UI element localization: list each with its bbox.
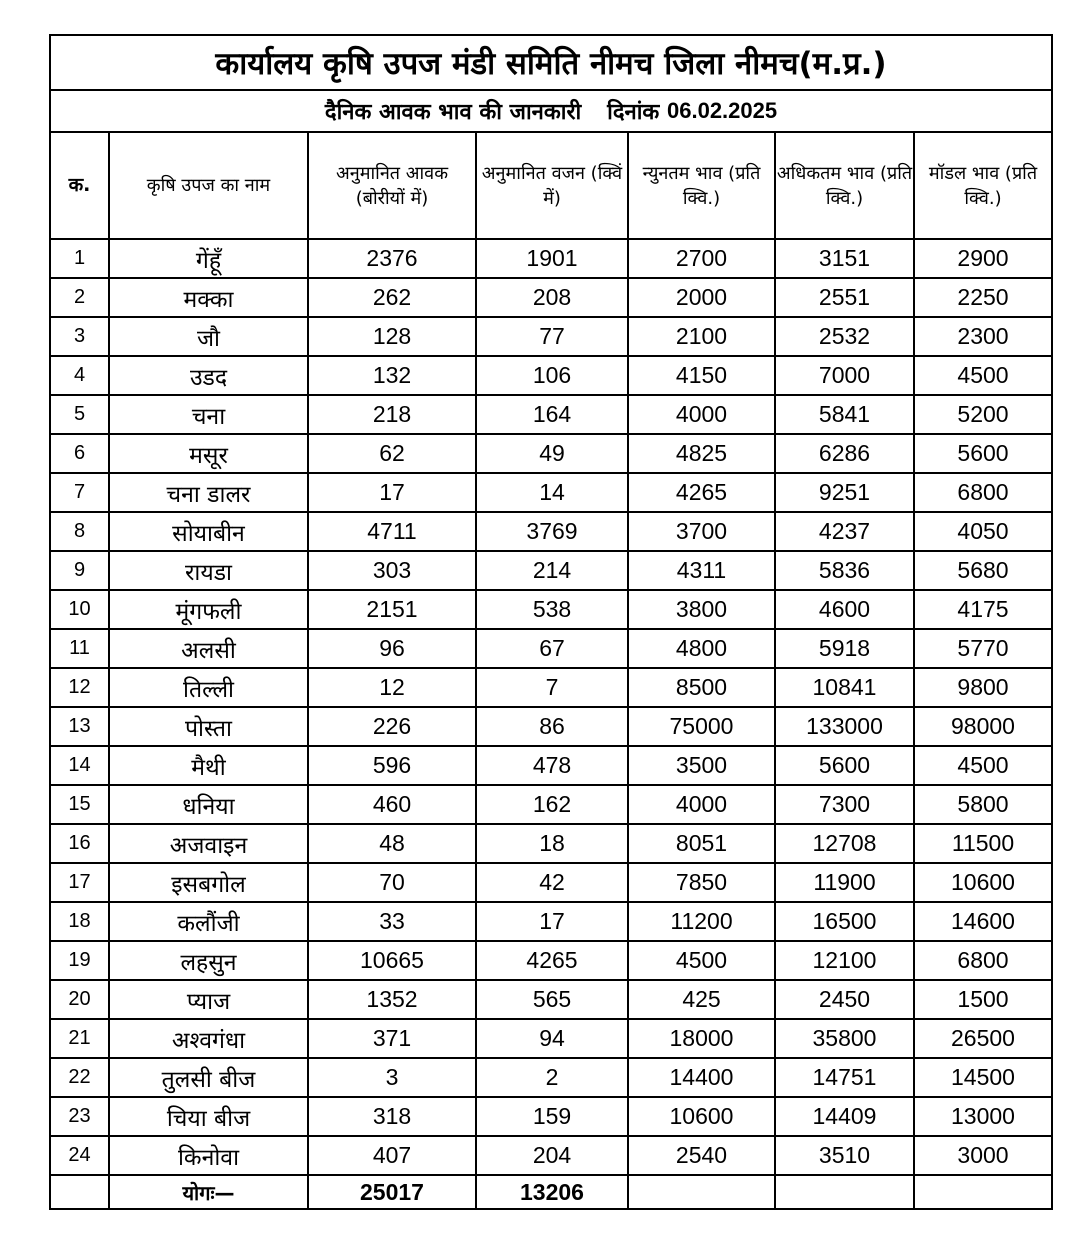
cell-max-price: 2450 xyxy=(775,980,914,1019)
cell-arrival-bags: 48 xyxy=(308,824,476,863)
cell-serial: 4 xyxy=(51,356,109,395)
cell-weight: 14 xyxy=(476,473,628,512)
cell-max-price: 3151 xyxy=(775,239,914,278)
table-row xyxy=(51,863,1051,902)
table-row xyxy=(51,1019,1051,1058)
cell-arrival-bags: 371 xyxy=(308,1019,476,1058)
cell-weight: 106 xyxy=(476,356,628,395)
cell-max-price: 9251 xyxy=(775,473,914,512)
cell-serial: 17 xyxy=(51,863,109,902)
cell-arrival-bags: 10665 xyxy=(308,941,476,980)
table-row xyxy=(51,707,1051,746)
cell-crop-name: मसूर xyxy=(109,434,308,473)
cell-min-price: 10600 xyxy=(628,1097,775,1136)
cell-serial: 8 xyxy=(51,512,109,551)
subtitle-text: दैनिक आवक भाव की जानकारी xyxy=(324,100,582,125)
table-row xyxy=(51,239,1051,278)
cell-max-price: 7300 xyxy=(775,785,914,824)
cell-weight: 565 xyxy=(476,980,628,1019)
cell-min-price: 7850 xyxy=(628,863,775,902)
cell-max-price: 14751 xyxy=(775,1058,914,1097)
cell-crop-name: चना xyxy=(109,395,308,434)
cell-serial: 21 xyxy=(51,1019,109,1058)
cell-serial: 14 xyxy=(51,746,109,785)
cell-min-price: 3500 xyxy=(628,746,775,785)
cell-serial: 13 xyxy=(51,707,109,746)
cell-crop-name: तुलसी बीज xyxy=(109,1058,308,1097)
cell-crop-name: धनिया xyxy=(109,785,308,824)
cell-serial: 16 xyxy=(51,824,109,863)
cell-max-price: 10841 xyxy=(775,668,914,707)
cell-crop-name: अलसी xyxy=(109,629,308,668)
total-max-cell xyxy=(775,1175,914,1208)
cell-arrival-bags: 1352 xyxy=(308,980,476,1019)
table-row xyxy=(51,434,1051,473)
cell-min-price: 18000 xyxy=(628,1019,775,1058)
cell-crop-name: मैथी xyxy=(109,746,308,785)
cell-min-price: 3800 xyxy=(628,590,775,629)
cell-serial: 3 xyxy=(51,317,109,356)
cell-serial: 22 xyxy=(51,1058,109,1097)
cell-arrival-bags: 218 xyxy=(308,395,476,434)
cell-max-price: 35800 xyxy=(775,1019,914,1058)
table-row xyxy=(51,941,1051,980)
table-row xyxy=(51,317,1051,356)
cell-max-price: 133000 xyxy=(775,707,914,746)
table-row xyxy=(51,902,1051,941)
cell-min-price: 75000 xyxy=(628,707,775,746)
cell-arrival-bags: 132 xyxy=(308,356,476,395)
cell-crop-name: चिया बीज xyxy=(109,1097,308,1136)
cell-arrival-bags: 3 xyxy=(308,1058,476,1097)
cell-crop-name: अश्वगंधा xyxy=(109,1019,308,1058)
cell-serial: 10 xyxy=(51,590,109,629)
cell-arrival-bags: 17 xyxy=(308,473,476,512)
cell-serial: 1 xyxy=(51,239,109,278)
cell-weight: 1901 xyxy=(476,239,628,278)
cell-weight: 94 xyxy=(476,1019,628,1058)
date-label: दिनांक xyxy=(607,100,660,125)
cell-serial: 19 xyxy=(51,941,109,980)
cell-crop-name: इसबगोल xyxy=(109,863,308,902)
cell-arrival-bags: 70 xyxy=(308,863,476,902)
cell-serial: 6 xyxy=(51,434,109,473)
cell-max-price: 5836 xyxy=(775,551,914,590)
cell-arrival-bags: 128 xyxy=(308,317,476,356)
header-serial: क. xyxy=(51,133,109,239)
cell-serial: 23 xyxy=(51,1097,109,1136)
cell-arrival-bags: 226 xyxy=(308,707,476,746)
cell-modal-price: 98000 xyxy=(914,707,1051,746)
cell-max-price: 16500 xyxy=(775,902,914,941)
cell-crop-name: रायडा xyxy=(109,551,308,590)
cell-weight: 3769 xyxy=(476,512,628,551)
cell-min-price: 8051 xyxy=(628,824,775,863)
table-row xyxy=(51,590,1051,629)
cell-arrival-bags: 2151 xyxy=(308,590,476,629)
cell-modal-price: 4500 xyxy=(914,746,1051,785)
cell-modal-price: 4175 xyxy=(914,590,1051,629)
cell-min-price: 2540 xyxy=(628,1136,775,1175)
header-min-price: न्युनतम भाव (प्रति क्वि.) xyxy=(628,133,775,239)
cell-modal-price: 5200 xyxy=(914,395,1051,434)
cell-crop-name: अजवाइन xyxy=(109,824,308,863)
cell-min-price: 4500 xyxy=(628,941,775,980)
cell-weight: 214 xyxy=(476,551,628,590)
cell-max-price: 6286 xyxy=(775,434,914,473)
cell-weight: 4265 xyxy=(476,941,628,980)
header-max-price: अधिकतम भाव (प्रति क्वि.) xyxy=(775,133,914,239)
total-bags: 25017 xyxy=(308,1175,476,1208)
cell-modal-price: 5770 xyxy=(914,629,1051,668)
cell-min-price: 4150 xyxy=(628,356,775,395)
table-row xyxy=(51,278,1051,317)
cell-weight: 162 xyxy=(476,785,628,824)
cell-max-price: 5600 xyxy=(775,746,914,785)
cell-modal-price: 5800 xyxy=(914,785,1051,824)
cell-modal-price: 2250 xyxy=(914,278,1051,317)
table-header-row xyxy=(51,133,1051,239)
cell-crop-name: मूंगफली xyxy=(109,590,308,629)
cell-modal-price: 6800 xyxy=(914,473,1051,512)
cell-min-price: 4000 xyxy=(628,785,775,824)
cell-max-price: 11900 xyxy=(775,863,914,902)
total-serial-cell xyxy=(51,1175,109,1208)
cell-modal-price: 14600 xyxy=(914,902,1051,941)
cell-weight: 67 xyxy=(476,629,628,668)
cell-modal-price: 13000 xyxy=(914,1097,1051,1136)
cell-min-price: 11200 xyxy=(628,902,775,941)
cell-arrival-bags: 460 xyxy=(308,785,476,824)
cell-serial: 20 xyxy=(51,980,109,1019)
cell-min-price: 4265 xyxy=(628,473,775,512)
cell-crop-name: चना डालर xyxy=(109,473,308,512)
cell-min-price: 2000 xyxy=(628,278,775,317)
cell-modal-price: 6800 xyxy=(914,941,1051,980)
total-label: योगः— xyxy=(109,1175,308,1208)
table-row xyxy=(51,473,1051,512)
total-row xyxy=(51,1175,1051,1208)
cell-arrival-bags: 596 xyxy=(308,746,476,785)
cell-max-price: 7000 xyxy=(775,356,914,395)
cell-serial: 18 xyxy=(51,902,109,941)
cell-serial: 11 xyxy=(51,629,109,668)
cell-modal-price: 9800 xyxy=(914,668,1051,707)
table-row xyxy=(51,785,1051,824)
table-row xyxy=(51,512,1051,551)
cell-crop-name: कलौंजी xyxy=(109,902,308,941)
cell-serial: 2 xyxy=(51,278,109,317)
total-min-cell xyxy=(628,1175,775,1208)
cell-crop-name: किनोवा xyxy=(109,1136,308,1175)
cell-crop-name: मक्का xyxy=(109,278,308,317)
table-row xyxy=(51,746,1051,785)
cell-crop-name: पोस्ता xyxy=(109,707,308,746)
cell-weight: 208 xyxy=(476,278,628,317)
cell-weight: 18 xyxy=(476,824,628,863)
table-row xyxy=(51,824,1051,863)
cell-min-price: 4000 xyxy=(628,395,775,434)
cell-max-price: 12708 xyxy=(775,824,914,863)
cell-serial: 24 xyxy=(51,1136,109,1175)
cell-weight: 164 xyxy=(476,395,628,434)
cell-weight: 17 xyxy=(476,902,628,941)
table-row xyxy=(51,551,1051,590)
cell-modal-price: 10600 xyxy=(914,863,1051,902)
cell-arrival-bags: 262 xyxy=(308,278,476,317)
header-modal-price: मॉडल भाव (प्रति क्वि.) xyxy=(914,133,1051,239)
cell-crop-name: सोयाबीन xyxy=(109,512,308,551)
table-row xyxy=(51,395,1051,434)
cell-modal-price: 2300 xyxy=(914,317,1051,356)
cell-weight: 2 xyxy=(476,1058,628,1097)
cell-weight: 159 xyxy=(476,1097,628,1136)
table-row xyxy=(51,356,1051,395)
cell-modal-price: 4050 xyxy=(914,512,1051,551)
cell-min-price: 3700 xyxy=(628,512,775,551)
cell-weight: 204 xyxy=(476,1136,628,1175)
cell-arrival-bags: 62 xyxy=(308,434,476,473)
cell-serial: 5 xyxy=(51,395,109,434)
cell-max-price: 14409 xyxy=(775,1097,914,1136)
report-subtitle xyxy=(51,91,1051,133)
cell-modal-price: 11500 xyxy=(914,824,1051,863)
table-row xyxy=(51,1136,1051,1175)
table-row xyxy=(51,668,1051,707)
cell-arrival-bags: 12 xyxy=(308,668,476,707)
cell-min-price: 4311 xyxy=(628,551,775,590)
cell-modal-price: 1500 xyxy=(914,980,1051,1019)
cell-min-price: 2100 xyxy=(628,317,775,356)
cell-arrival-bags: 2376 xyxy=(308,239,476,278)
cell-min-price: 425 xyxy=(628,980,775,1019)
office-title: कार्यालय कृषि उपज मंडी समिति नीमच जिला नीमच(म.प्र.) xyxy=(51,36,1051,91)
cell-crop-name: लहसुन xyxy=(109,941,308,980)
cell-min-price: 2700 xyxy=(628,239,775,278)
cell-max-price: 5918 xyxy=(775,629,914,668)
cell-modal-price: 5600 xyxy=(914,434,1051,473)
cell-modal-price: 2900 xyxy=(914,239,1051,278)
cell-weight: 538 xyxy=(476,590,628,629)
cell-max-price: 2551 xyxy=(775,278,914,317)
cell-weight: 86 xyxy=(476,707,628,746)
cell-min-price: 14400 xyxy=(628,1058,775,1097)
header-crop-name: कृषि उपज का नाम xyxy=(109,133,308,239)
cell-arrival-bags: 407 xyxy=(308,1136,476,1175)
table-body xyxy=(51,239,1051,1175)
table-row xyxy=(51,1097,1051,1136)
report-date: 06.02.2025 xyxy=(667,98,778,123)
cell-max-price: 12100 xyxy=(775,941,914,980)
cell-max-price: 2532 xyxy=(775,317,914,356)
cell-weight: 77 xyxy=(476,317,628,356)
total-modal-cell xyxy=(914,1175,1051,1208)
table-row xyxy=(51,629,1051,668)
cell-serial: 15 xyxy=(51,785,109,824)
cell-weight: 7 xyxy=(476,668,628,707)
cell-arrival-bags: 4711 xyxy=(308,512,476,551)
cell-min-price: 8500 xyxy=(628,668,775,707)
cell-min-price: 4825 xyxy=(628,434,775,473)
table-row xyxy=(51,1058,1051,1097)
cell-max-price: 3510 xyxy=(775,1136,914,1175)
total-weight: 13206 xyxy=(476,1175,628,1208)
cell-arrival-bags: 318 xyxy=(308,1097,476,1136)
header-arrival-bags: अनुमानित आवक (बोरीयों में) xyxy=(308,133,476,239)
cell-weight: 49 xyxy=(476,434,628,473)
cell-serial: 9 xyxy=(51,551,109,590)
cell-min-price: 4800 xyxy=(628,629,775,668)
price-table xyxy=(51,133,1051,1208)
cell-serial: 7 xyxy=(51,473,109,512)
table-row xyxy=(51,980,1051,1019)
header-weight: अनुमानित वजन (क्विं में) xyxy=(476,133,628,239)
cell-modal-price: 26500 xyxy=(914,1019,1051,1058)
report-sheet xyxy=(49,34,1053,1210)
cell-modal-price: 4500 xyxy=(914,356,1051,395)
cell-crop-name: उडद xyxy=(109,356,308,395)
cell-crop-name: प्याज xyxy=(109,980,308,1019)
cell-max-price: 4237 xyxy=(775,512,914,551)
cell-arrival-bags: 303 xyxy=(308,551,476,590)
cell-arrival-bags: 96 xyxy=(308,629,476,668)
cell-modal-price: 14500 xyxy=(914,1058,1051,1097)
cell-max-price: 5841 xyxy=(775,395,914,434)
cell-weight: 42 xyxy=(476,863,628,902)
cell-arrival-bags: 33 xyxy=(308,902,476,941)
cell-crop-name: तिल्ली xyxy=(109,668,308,707)
cell-crop-name: गेंहूँ xyxy=(109,239,308,278)
cell-max-price: 4600 xyxy=(775,590,914,629)
cell-modal-price: 5680 xyxy=(914,551,1051,590)
cell-crop-name: जौ xyxy=(109,317,308,356)
cell-serial: 12 xyxy=(51,668,109,707)
cell-modal-price: 3000 xyxy=(914,1136,1051,1175)
cell-weight: 478 xyxy=(476,746,628,785)
